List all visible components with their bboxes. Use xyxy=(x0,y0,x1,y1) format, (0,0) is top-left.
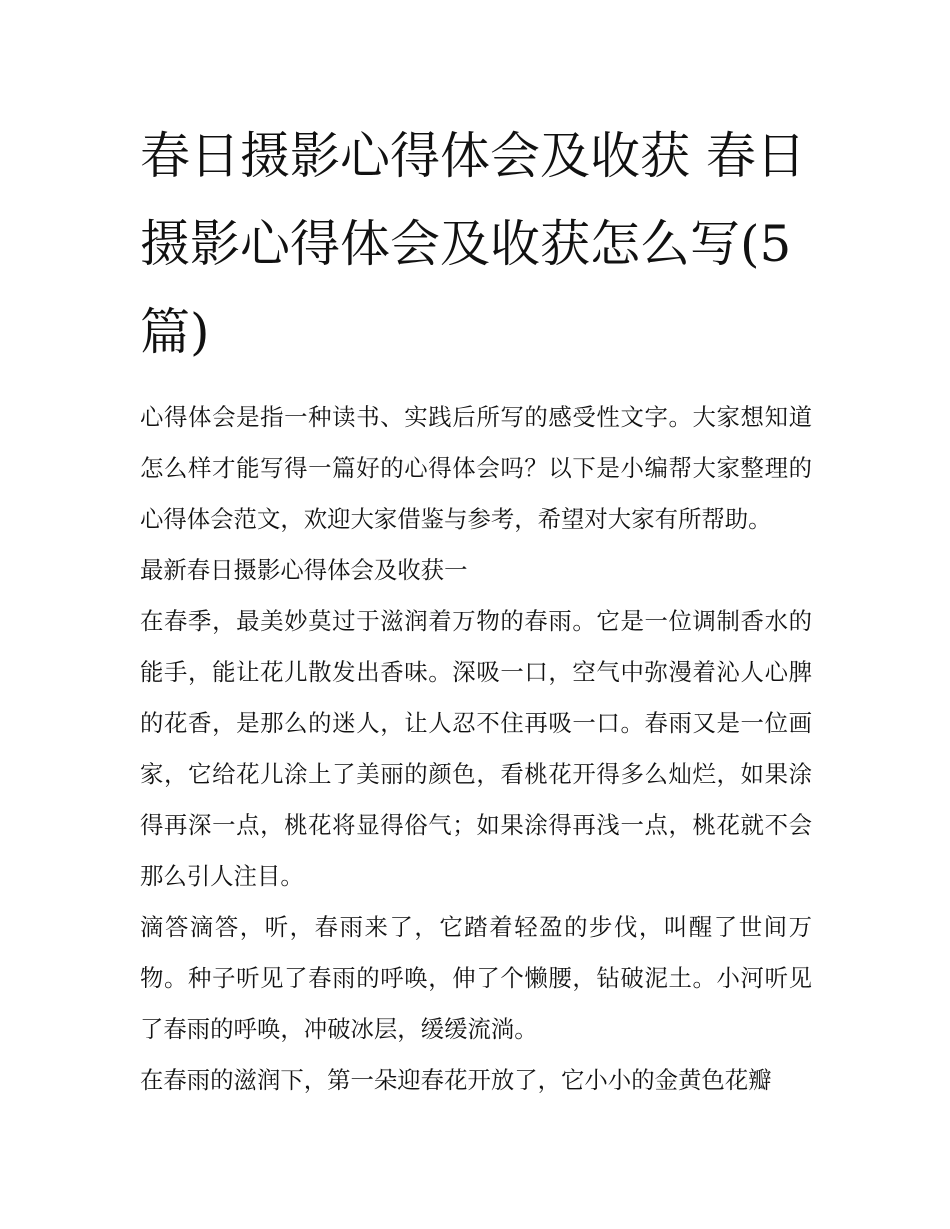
intro-paragraph: 心得体会是指一种读书、实践后所写的感受性文字。大家想知道怎么样才能写得一篇好的心得体会吗？以下是小编帮大家整理的心得体会范文，欢迎大家借鉴与参考，希望对大家有所帮助。 xyxy=(140,403,812,533)
document-page xyxy=(140,112,812,1106)
body-paragraph: 在春季，最美妙莫过于滋润着万物的春雨。它是一位调制香水的能手，能让花儿散发出香味。深吸一口，空气中弥漫着沁人心脾的花香，是那么的迷人，让人忍不住再吸一口。春雨又是一位画家，它给花儿涂上了美丽的颜色，看桃花开得多么灿烂，如果涂得再深一点，桃花将显得俗气；如果涂得再浅一点，桃花就不会那么引人注目。 xyxy=(140,607,812,890)
body-paragraph: 滴答滴答，听，春雨来了，它踏着轻盈的步伐，叫醒了世间万物。种子听见了春雨的呼唤，伸了个懒腰，钻破泥土。小河听见了春雨的呼唤，冲破冰层，缓缓流淌。 xyxy=(140,913,812,1043)
body-paragraph: 在春雨的滋润下，第一朵迎春花开放了，它小小的金黄色花瓣 xyxy=(140,1066,772,1094)
document-title: 春日摄影心得体会及收获 春日摄影心得体会及收获怎么写(5篇) xyxy=(140,127,806,361)
section-heading: 最新春日摄影心得体会及收获一 xyxy=(140,556,468,584)
document-body xyxy=(140,392,812,1106)
